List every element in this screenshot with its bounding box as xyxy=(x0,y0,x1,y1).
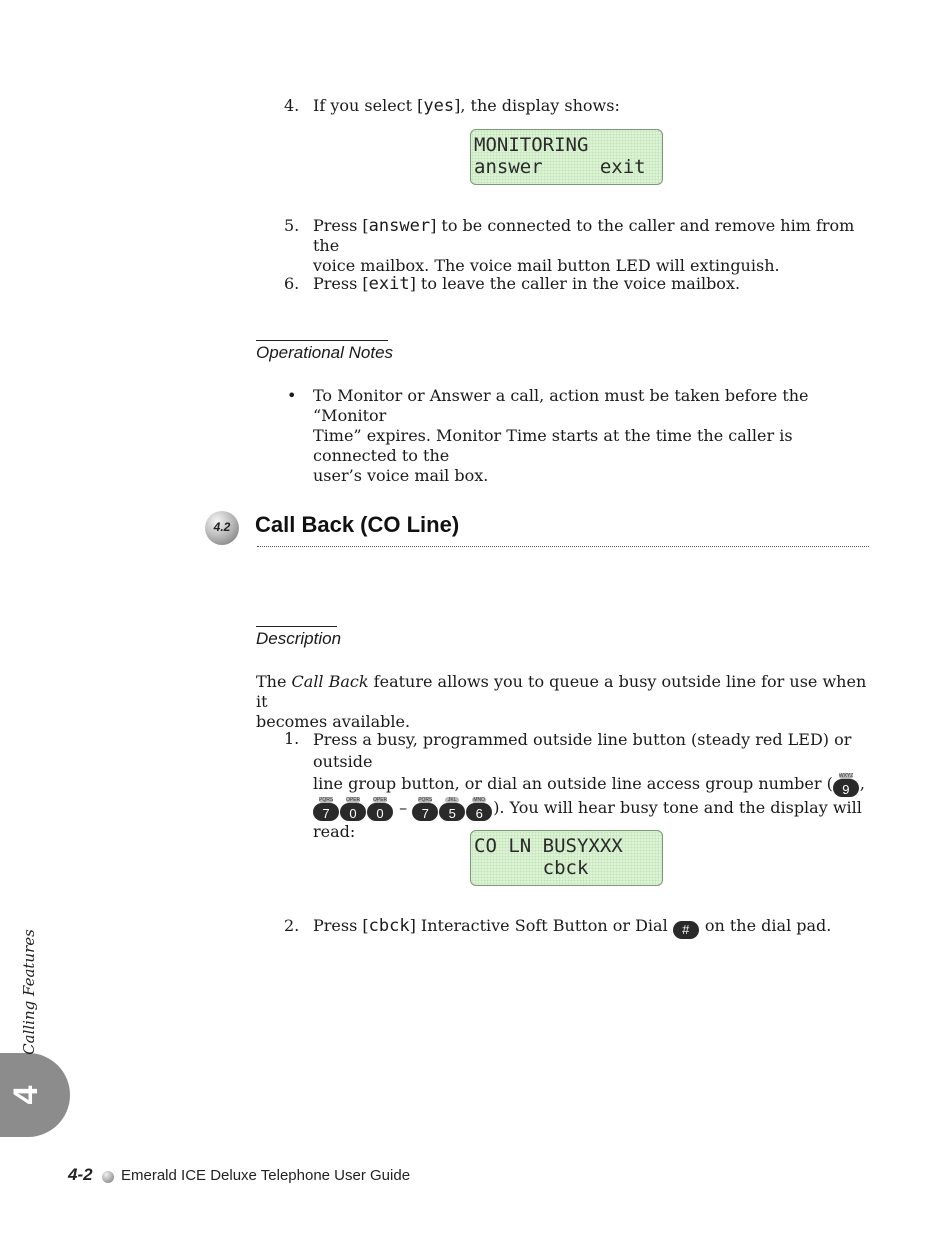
lcd-line-2: cbck xyxy=(474,857,589,879)
dial-key-7: PQRS 7 xyxy=(412,803,438,821)
description-rule xyxy=(256,626,337,627)
operational-note-text: To Monitor or Answer a call, action must be taken before the “Monitor Time” expires. Monitor Time starts at the time the caller is connected to the user’s voice mail box. xyxy=(313,386,809,485)
feature-name: Call Back xyxy=(291,672,369,691)
step-5-text: Press [answer] to be connected to the caller and remove him from the voice mailbox. The voice mail button LED will extinguish. xyxy=(313,216,855,275)
soft-key-yes: yes xyxy=(423,96,455,116)
dial-key-0: OPER 0 xyxy=(367,803,393,821)
step-2-text: Press [cbck] Interactive Soft Button or Dial # on the dial pad. xyxy=(313,916,832,937)
dial-key-5: JKL 5 xyxy=(439,803,465,821)
soft-key-answer: answer xyxy=(368,216,431,236)
dial-key-7: PQRS 7 xyxy=(313,803,339,821)
dial-key-6: MNO 6 xyxy=(466,803,492,821)
section-number: 4.2 xyxy=(213,520,231,534)
step-4-number: 4. xyxy=(284,96,300,115)
description-heading: Description xyxy=(256,629,342,648)
footer-title: Emerald ICE Deluxe Telephone User Guide xyxy=(121,1167,411,1184)
lcd-line-2: answer exit xyxy=(474,156,646,178)
bullet: • xyxy=(287,386,297,405)
description-intro: The Call Back feature allows you to queue a busy outside line for use when it becomes available. xyxy=(256,672,867,731)
step-1-text: Press a busy, programmed outside line button (steady red LED) or outside line group button, or dial an outside line access group number ( WXYZ 9 , PQRS 7 OPER 0 OPER 0 – PQRS 7 JKL 5 MNO 6 ). You will hear busy tone and the display will read: xyxy=(313,730,865,841)
section-title: Call Back (CO Line) xyxy=(255,512,460,537)
soft-key-cbck: cbck xyxy=(368,916,410,936)
lcd-line-1: MONITORING xyxy=(474,134,589,156)
lcd-display-monitoring xyxy=(470,129,663,185)
step-6-number: 6. xyxy=(284,274,300,293)
footer-bullet-icon xyxy=(102,1171,114,1183)
step-2-number: 2. xyxy=(284,916,300,935)
operational-notes-rule xyxy=(256,340,388,341)
page-number: 4-2 xyxy=(68,1165,93,1184)
operational-notes-heading: Operational Notes xyxy=(256,343,394,362)
lcd-line-1: CO LN BUSYXXX xyxy=(474,835,623,857)
dial-key-9: WXYZ 9 xyxy=(833,779,859,797)
lcd-display-busy xyxy=(470,830,663,886)
step-1-number: 1. xyxy=(284,729,300,748)
section-number-badge xyxy=(205,511,239,545)
step-4-text: If you select [yes], the display shows: xyxy=(313,96,620,116)
chapter-label: Calling Features xyxy=(20,929,38,1055)
dial-key-0: OPER 0 xyxy=(340,803,366,821)
section-dotted-rule xyxy=(257,546,869,547)
soft-key-exit: exit xyxy=(368,274,410,294)
chapter-number: 4 xyxy=(7,1085,45,1105)
step-5-number: 5. xyxy=(284,216,300,235)
step-6-text: Press [exit] to leave the caller in the voice mailbox. xyxy=(313,274,741,294)
dial-key-hash: # xyxy=(673,921,699,939)
